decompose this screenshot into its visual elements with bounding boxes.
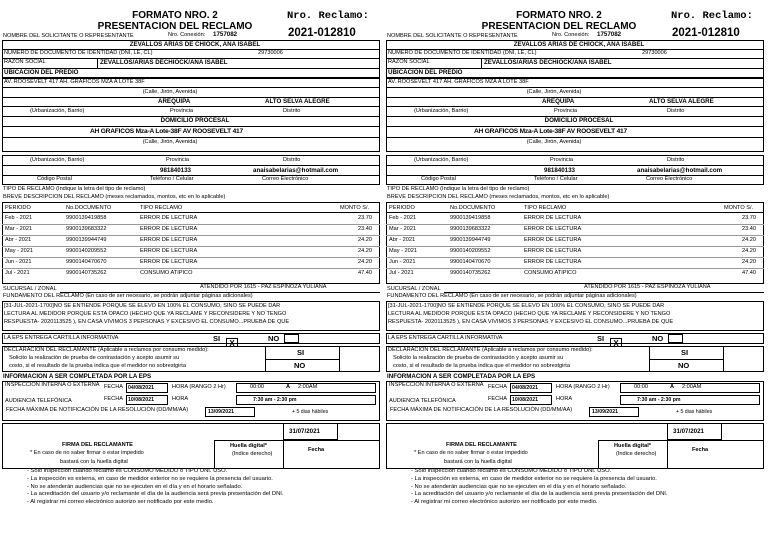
fecha-col-label: Fecha: [308, 447, 325, 453]
cell-periodo: Jul - 2021: [5, 270, 30, 276]
hora-a: A: [670, 384, 675, 390]
form-title: [95, 11, 255, 32]
cell-monto: 23.70: [358, 215, 372, 221]
cartilla-no: NO: [652, 334, 664, 343]
distrito-label: Distrito: [667, 108, 685, 114]
th-periodo: PERIODO: [389, 205, 415, 211]
documento-value: 29730006: [258, 50, 283, 56]
fundamento-line3: RESPUESTA- 2020113525 ), EN CASA VIVIMOS 3 PERSONAS Y EXCESIVO EL CONSUMO...PRUEBA DE QUE: [388, 319, 674, 325]
row-divider: [2, 224, 380, 225]
declaracion-no[interactable]: NO: [678, 361, 690, 370]
cell-tipo: CONSUMO ATIPICO: [140, 270, 193, 276]
sucursal-value: ATENDIDO POR 1615 - PAZ ESPINOZA YULIANA: [584, 284, 711, 290]
postal-label: Código Postal: [37, 176, 72, 182]
cell-periodo: Jun - 2021: [5, 259, 32, 265]
cell-tipo: ERROR DE LECTURA: [140, 215, 198, 221]
row-divider: [386, 235, 764, 236]
hora-hasta: 2:00AM: [682, 384, 702, 390]
fundamento-line1: [31-JUL-2021-1700]NO SE ENTIENDE PORQUE SE ELEVO EN 100% EL CONSUMO, SINO SE PUEDE DAR: [4, 303, 281, 309]
cell-monto: 24.20: [358, 248, 372, 254]
cell-periodo: Feb - 2021: [5, 215, 33, 221]
documento-label: NUMERO DE DOCUMENTO DE IDENTIDAD (DNI, LE, CL): [388, 50, 537, 56]
cell-documento: 9900140470670: [66, 259, 107, 265]
fundamento-label: FUNDAMENTO DEL RECLAMO (En caso de ser necesario, se podrán adjuntar páginas adicionales): [3, 293, 253, 299]
cell-monto: 24.20: [742, 259, 756, 265]
conexion-value: 1757082: [597, 31, 622, 38]
fecha-max-value: 13/09/2021: [592, 409, 618, 415]
domicilio-value: AH GRAFICOS Mza-A Lote-38F AV ROOSEVELT 417: [474, 128, 627, 135]
razon-value: ZEVALLOS/ARIAS DECHIOCK/ANA ISABEL: [484, 59, 612, 66]
cell-periodo: Mar - 2021: [389, 226, 417, 232]
email-label: Correo Electrónico: [646, 176, 693, 182]
declaracion-si[interactable]: SI: [681, 348, 689, 357]
cell-documento: 9900139683322: [66, 226, 107, 232]
provincia-label: Provincia: [170, 108, 194, 114]
urb-label-2: (Urbanización, Barrio): [414, 157, 469, 163]
cell-periodo: Jul - 2021: [389, 270, 414, 276]
note-4: - La acreditación del usuario y/o reclamante el día de la audiencia será previa presentación del DNI.: [411, 491, 668, 498]
inspeccion-label: INSPECCIÓN INTERNA O EXTERNA: [389, 382, 484, 388]
fundamento-line2: LECTURA AL MEDIDOR PORQUE ESTA OPACO (HECHO QUE YA RECLAME Y RECONSIDERE Y NO TENGO: [388, 311, 671, 317]
note-5: - Al registrar mi correo electrónico autorizo ser notificado por este medio.: [27, 499, 214, 506]
dias-habiles: + 5 dias hábiles: [676, 409, 713, 415]
cell-tipo: ERROR DE LECTURA: [524, 248, 582, 254]
cell-periodo: May - 2021: [389, 248, 417, 254]
th-documento: No.DOCUMENTO: [450, 205, 496, 211]
cartilla-si: SI: [597, 334, 605, 343]
row-divider: [2, 235, 380, 236]
fecha-insp-label: FECHA: [104, 384, 123, 390]
conexion-label: Nro. Conexión:: [168, 32, 206, 38]
row-divider: [2, 246, 380, 247]
firma-nota-2: bastará con la huella digital: [60, 459, 128, 465]
fecha-max-value: 13/09/2021: [208, 409, 234, 415]
th-tipo: TIPO RECLAMO: [524, 205, 567, 211]
cell-documento: 9900139419858: [66, 215, 107, 221]
fundamento-label: FUNDAMENTO DEL RECLAMO (En caso de ser necesario, se podrán adjuntar páginas adicionales): [387, 293, 637, 299]
documento-label: NUMERO DE DOCUMENTO DE IDENTIDAD (DNI, LE, CL): [4, 50, 153, 56]
firma-label: FIRMA DEL RECLAMANTE: [62, 442, 133, 448]
breve-descripcion-label: BREVE DESCRIPCION DEL RECLAMO (meses reclamados, montos, etc en lo aplicable): [3, 194, 226, 200]
cell-tipo: CONSUMO ATIPICO: [524, 270, 577, 276]
cell-tipo: ERROR DE LECTURA: [140, 237, 198, 243]
provincia-value: AREQUIPA: [542, 98, 575, 105]
cartilla-label: LA EPS ENTREGA CARTILLA INFORMATIVA: [388, 335, 503, 341]
calle-label-2: (Calle, Jirón, Avenida): [142, 139, 198, 145]
reclamo-form-right: [384, 0, 768, 543]
hora-rango-label: HORA (RANGO 2 Hr): [556, 384, 610, 390]
note-1: - Solo inspección cuando reclamo es CONSUMO MEDIDO o TIPO UNI. USO.: [27, 468, 228, 474]
form-title-line1: FORMATO NRO. 2: [516, 10, 602, 21]
note-2: - La inspección es externa, en caso de medidor exterior no se requiere la presencia del usuario.: [411, 475, 657, 482]
hora-aud-value: 7:30 am - 2:30 pm: [253, 397, 297, 403]
note-1: - Solo inspección cuando reclamo es CONSUMO MEDIDO o TIPO UNI. USO.: [411, 468, 612, 474]
fecha-aud-label: FECHA: [104, 396, 123, 402]
th-monto: MONTO S/.: [340, 205, 370, 211]
cell-monto: 24.20: [358, 237, 372, 243]
cartilla-si: SI: [213, 334, 221, 343]
form-title-line1: FORMATO NRO. 2: [132, 10, 218, 21]
hora-hasta: 2:00AM: [298, 384, 318, 390]
distrito-value: ALTO SELVA ALEGRE: [649, 98, 714, 105]
calle-label: (Calle, Jirón, Avenida): [526, 89, 582, 95]
nro-reclamo-label: Nro. Reclamo:: [671, 10, 753, 22]
firma-nota-1: * En caso de no saber firmar o estar impedido: [30, 450, 144, 456]
th-periodo: PERIODO: [5, 205, 31, 211]
cell-documento: 9900140735262: [450, 270, 491, 276]
urb-label: (Urbanización, Barrio): [30, 108, 85, 114]
cartilla-no-box[interactable]: [284, 334, 299, 343]
checkbox-x: X: [226, 338, 238, 347]
razon-value: ZEVALLOS/ARIAS DECHIOCK/ANA ISABEL: [100, 59, 228, 66]
cell-documento: 9900139944749: [66, 237, 107, 243]
note-4: - La acreditación del usuario y/o reclamante el día de la audiencia será previa presentación del DNI.: [27, 491, 284, 498]
provincia-label-2: Provincia: [550, 157, 574, 163]
urb-label: (Urbanización, Barrio): [414, 108, 469, 114]
provincia-value: AREQUIPA: [158, 98, 191, 105]
fecha-insp-label: FECHA: [488, 384, 507, 390]
note-3: - No se atenderán audiencias que no se ejecuten en el día y en el horario señalado.: [27, 483, 243, 490]
firma-nota-2: bastará con la huella digital: [444, 459, 512, 465]
huella-nota: (Indice derecho): [232, 451, 273, 457]
fecha-aud-label: FECHA: [488, 396, 507, 402]
razon-label: RAZON SOCIAL: [388, 59, 430, 65]
fundamento-line2: LECTURA AL MEDIDOR PORQUE ESTA OPACO (HECHO QUE YA RECLAME Y RECONSIDERE Y NO TENGO: [4, 311, 287, 317]
documento-value: 29730006: [642, 50, 667, 56]
declaracion-line1: Solicito la realización de prueba de contrastación y acepto asumir su: [393, 355, 564, 361]
cartilla-no-box[interactable]: [668, 334, 683, 343]
eps-label: INFORMACION A SER COMPLETADA POR LA EPS: [387, 373, 536, 380]
row-divider: [386, 224, 764, 225]
domicilio-label: DOMICILIO PROCESAL: [544, 117, 614, 124]
row-divider: [2, 257, 380, 258]
fecha-firma-value: 31/07/2021: [289, 428, 320, 435]
row-divider: [386, 246, 764, 247]
breve-descripcion-label: BREVE DESCRIPCION DEL RECLAMO (meses reclamados, montos, etc en lo aplicable): [387, 194, 610, 200]
declaracion-line2: costo, si el resultado de la prueba indica que el medidor no sobrestgirta: [393, 363, 570, 369]
provincia-label-2: Provincia: [166, 157, 190, 163]
th-documento: No.DOCUMENTO: [66, 205, 112, 211]
cell-monto: 23.40: [742, 226, 756, 232]
solicitante-label: NOMBRE DEL SOLICITANTE O REPRESENTANTE: [3, 33, 134, 39]
hora-desde: 00:00: [250, 384, 264, 390]
fecha-aud-value: 10/08/2021: [512, 397, 538, 403]
fecha-col-label: Fecha: [692, 447, 709, 453]
cartilla-label: LA EPS ENTREGA CARTILLA INFORMATIVA: [4, 335, 119, 341]
postal-label: Código Postal: [421, 176, 456, 182]
urb-label-2: (Urbanización, Barrio): [30, 157, 85, 163]
email-label: Correo Electrónico: [262, 176, 309, 182]
conexion-value: 1757082: [213, 31, 238, 38]
fecha-max-label: FECHA MÁXIMA DE NOTIFICACIÓN DE LA RESOLUCIÓN (DD/MM/AA): [390, 407, 573, 413]
cell-documento: 9900139419858: [450, 215, 491, 221]
tipo-reclamo-label: TIPO DE RECLAMO (Indique la letra del tipo de reclamo): [3, 186, 146, 192]
domicilio-label: DOMICILIO PROCESAL: [160, 117, 230, 124]
razon-label: RAZON SOCIAL: [4, 59, 46, 65]
cell-tipo: ERROR DE LECTURA: [140, 259, 198, 265]
calle-label: (Calle, Jirón, Avenida): [142, 89, 198, 95]
ubicacion-label: UBICACION DEL PREDIO: [388, 69, 463, 76]
cell-tipo: ERROR DE LECTURA: [140, 226, 198, 232]
solicitante-value: ZEVALLOS ARIAS DE CHIOCK, ANA ISABEL: [129, 41, 261, 48]
telefono-value: 981840133: [544, 167, 575, 174]
cell-monto: 24.20: [742, 237, 756, 243]
email-value: anaisabelarias@hotmail.com: [253, 167, 339, 174]
cell-monto: 24.20: [358, 259, 372, 265]
cell-periodo: Abr - 2021: [389, 237, 416, 243]
conexion-label: Nro. Conexión:: [552, 32, 590, 38]
th-tipo: TIPO RECLAMO: [140, 205, 183, 211]
firma-label: FIRMA DEL RECLAMANTE: [446, 442, 517, 448]
form-title-line2: PRESENTACION DEL RECLAMO: [481, 20, 637, 32]
telefono-value: 981840133: [160, 167, 191, 174]
cell-periodo: Mar - 2021: [5, 226, 33, 232]
hora-desde: 00:00: [634, 384, 648, 390]
domicilio-value: AH GRAFICOS Mza-A Lote-38F AV ROOSEVELT 417: [90, 128, 243, 135]
declaracion-si[interactable]: SI: [297, 348, 305, 357]
hora-aud-label: HORA: [172, 396, 189, 402]
hora-rango-label: HORA (RANGO 2 Hr): [172, 384, 226, 390]
cell-periodo: Jun - 2021: [389, 259, 416, 265]
huella-label: Huella digital*: [230, 443, 267, 449]
cell-documento: 9900140209552: [66, 248, 107, 254]
fecha-insp-value: 04/08/2021: [512, 385, 538, 391]
telefono-label: Teléfono / Celular: [534, 176, 578, 182]
cell-periodo: May - 2021: [5, 248, 33, 254]
solicitante-value: ZEVALLOS ARIAS DE CHIOCK, ANA ISABEL: [513, 41, 645, 48]
cell-documento: 9900139683322: [450, 226, 491, 232]
cell-monto: 47.40: [742, 270, 756, 276]
audiencia-label: AUDIENCIA TELEFÓNICA: [389, 398, 456, 404]
cell-tipo: ERROR DE LECTURA: [140, 248, 198, 254]
fecha-max-label: FECHA MÁXIMA DE NOTIFICACIÓN DE LA RESOLUCIÓN (DD/MM/AA): [6, 407, 189, 413]
sucursal-value: ATENDIDO POR 1615 - PAZ ESPINOZA YULIANA: [200, 284, 327, 290]
cell-documento: 9900140209552: [450, 248, 491, 254]
declaracion-label: DECLARACION DEL RECLAMANTE (Aplicable a reclamos por consumo medido):: [388, 347, 593, 353]
nro-reclamo-value: 2021-012810: [672, 27, 740, 39]
nro-reclamo-label: Nro. Reclamo:: [287, 10, 369, 22]
calle-label-2: (Calle, Jirón, Avenida): [526, 139, 582, 145]
cell-monto: 47.40: [358, 270, 372, 276]
cell-tipo: ERROR DE LECTURA: [524, 226, 582, 232]
ubicacion-value: AV. ROOSEVELT 417 AH. GRAFICOS MZA A LOTE 38F: [388, 79, 529, 85]
declaracion-no[interactable]: NO: [294, 361, 306, 370]
firma-nota-1: * En caso de no saber firmar o estar impedido: [414, 450, 528, 456]
distrito-value: ALTO SELVA ALEGRE: [265, 98, 330, 105]
row-divider: [386, 257, 764, 258]
distrito-label-2: Distrito: [283, 157, 301, 163]
note-2: - La inspección es externa, en caso de medidor exterior no se requiere la presencia del usuario.: [27, 475, 273, 482]
declaracion-label: DECLARACION DEL RECLAMANTE (Aplicable a reclamos por consumo medido):: [4, 347, 209, 353]
fecha-firma-value: 31/07/2021: [673, 428, 704, 435]
note-3: - No se atenderán audiencias que no se ejecuten en el día y en el horario señalado.: [411, 483, 627, 490]
fecha-aud-value: 10/08/2021: [128, 397, 154, 403]
audiencia-label: AUDIENCIA TELEFÓNICA: [5, 398, 72, 404]
cell-documento: 9900139944749: [450, 237, 491, 243]
declaracion-line2: costo, si el resultado de la prueba indica que el medidor no sobrestgirta: [9, 363, 186, 369]
sucursal-label: SUCURSAL / ZONAL: [3, 286, 57, 292]
tipo-reclamo-label: TIPO DE RECLAMO (Indique la letra del tipo de reclamo): [387, 186, 530, 192]
hora-aud-value: 7:30 am - 2:30 pm: [637, 397, 681, 403]
th-monto: MONTO S/.: [724, 205, 754, 211]
cell-documento: 9900140470670: [450, 259, 491, 265]
cartilla-no: NO: [268, 334, 280, 343]
solicitante-label: NOMBRE DEL SOLICITANTE O REPRESENTANTE: [387, 33, 518, 39]
notes-list: [27, 468, 284, 507]
cell-monto: 23.40: [358, 226, 372, 232]
row-divider: [2, 268, 380, 269]
form-title-line2: PRESENTACION DEL RECLAMO: [97, 20, 253, 32]
declaracion-line1: Solicito la realización de prueba de contrastación y acepto asumir su: [9, 355, 180, 361]
huella-label: Huella digital*: [614, 443, 651, 449]
cell-periodo: Feb - 2021: [389, 215, 417, 221]
distrito-label: Distrito: [283, 108, 301, 114]
cell-periodo: Abr - 2021: [5, 237, 32, 243]
telefono-label: Teléfono / Celular: [150, 176, 194, 182]
cell-tipo: ERROR DE LECTURA: [524, 215, 582, 221]
fundamento-line1: [31-JUL-2021-1700]NO SE ENTIENDE PORQUE SE ELEVO EN 100% EL CONSUMO, SINO SE PUEDE DAR: [388, 303, 665, 309]
form-title: [479, 11, 639, 32]
cell-documento: 9900140735262: [66, 270, 107, 276]
fundamento-line3: RESPUESTA- 2020113525 ), EN CASA VIVIMOS 3 PERSONAS Y EXCESIVO EL CONSUMO...PRUEBA DE QUE: [4, 319, 290, 325]
notes-list: [411, 468, 668, 507]
hora-aud-label: HORA: [556, 396, 573, 402]
eps-label: INFORMACION A SER COMPLETADA POR LA EPS: [3, 373, 152, 380]
distrito-label-2: Distrito: [667, 157, 685, 163]
cell-tipo: ERROR DE LECTURA: [524, 259, 582, 265]
inspeccion-label: INSPECCIÓN INTERNA O EXTERNA: [5, 382, 100, 388]
ubicacion-label: UBICACION DEL PREDIO: [4, 69, 79, 76]
checkbox-x: X: [610, 338, 622, 347]
sucursal-label: SUCURSAL / ZONAL: [387, 286, 441, 292]
email-value: anaisabelarias@hotmail.com: [637, 167, 723, 174]
ubicacion-value: AV. ROOSEVELT 417 AH. GRAFICOS MZA A LOTE 38F: [4, 79, 145, 85]
note-5: - Al registrar mi correo electrónico autorizo ser notificado por este medio.: [411, 499, 598, 506]
cell-monto: 23.70: [742, 215, 756, 221]
dias-habiles: + 5 dias hábiles: [292, 409, 329, 415]
nro-reclamo-value: 2021-012810: [288, 27, 356, 39]
row-divider: [386, 268, 764, 269]
provincia-label: Provincia: [554, 108, 578, 114]
cell-tipo: ERROR DE LECTURA: [524, 237, 582, 243]
huella-nota: (Indice derecho): [616, 451, 657, 457]
fecha-insp-value: 04/08/2021: [128, 385, 154, 391]
cell-monto: 24.20: [742, 248, 756, 254]
hora-a: A: [286, 384, 291, 390]
